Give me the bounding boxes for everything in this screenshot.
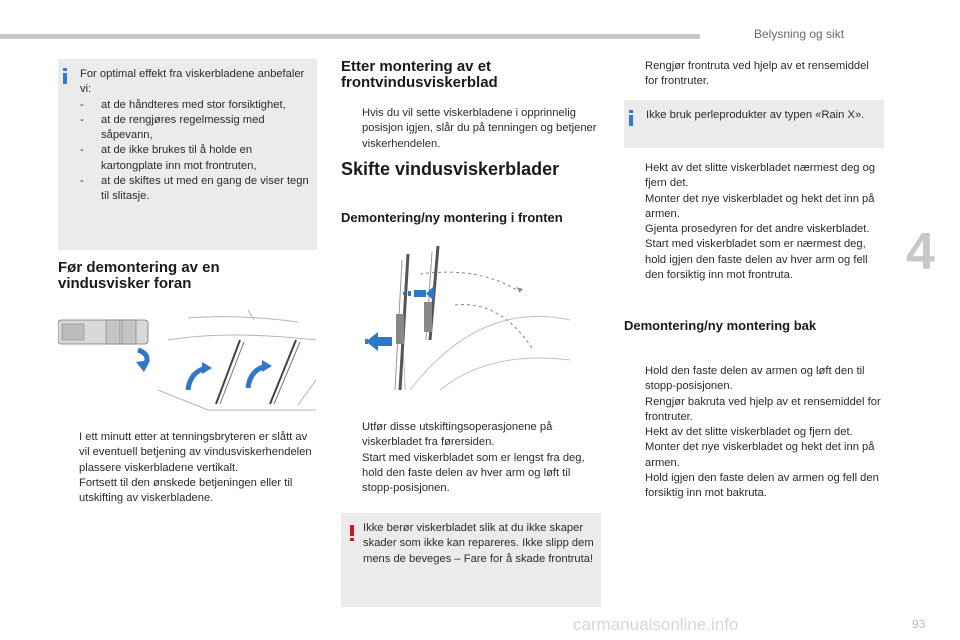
list-item: Hvis du vil sette viskerbladene i opprinnelig posisjon igjen, slår du på tenningen og betjener viskerhendelen. (362, 107, 597, 150)
front-wiper-lift-illustration (360, 240, 570, 400)
list-item: Hold igjen den faste delen av armen og fell den forsiktig inn mot bakruta. (645, 472, 879, 500)
col3-top-list (624, 59, 884, 90)
info-icon (63, 68, 67, 84)
list-item: Rengjør frontruta ved hjelp av et rensemiddel for frontruter. (645, 60, 869, 88)
subheading-front: Demontering/ny montering i fronten (341, 210, 563, 225)
heading-before-removal: Før demontering av en vindusvisker foran (58, 259, 220, 292)
header-bar (0, 34, 700, 39)
info-note-rainx (624, 100, 884, 148)
section-heading-replace: Skifte vindusviskerblader (341, 159, 560, 179)
list-item: Monter det nye viskerbladet og hekt det inn på armen. (645, 441, 875, 469)
list-item: Rengjør bakruta ved hjelp av et rensemiddel for frontruter. (645, 395, 881, 423)
warning-text: Ikke berør viskerbladet slik at du ikke skaper skader som ikke kan repareres. Ikke slipp dem mens de beveges – Fare for å skade frontruta! (363, 522, 594, 565)
note-text: Ikke bruk perleprodukter av typen «Rain X». (646, 109, 865, 121)
list-item: Monter det nye viskerbladet og hekt det inn på armen. (645, 192, 875, 220)
list-item: Fortsett til den ønskede betjeningen eller til utskifting av viskerbladene. (79, 476, 293, 505)
list-item: I ett minutt etter at tenningsbryteren er slått av vil eventuell betjening av vindusviskerhendelen plassere viskerbladene vertikalt. (79, 431, 312, 474)
list-item: Utfør disse utskiftingsoperasjonene på viskerbladet fra førersiden. (362, 421, 553, 449)
heading-rear: Demontering/ny montering bak (624, 318, 817, 333)
chapter-number: 4 (906, 223, 935, 281)
col2-top-list (341, 106, 601, 152)
list-item: Hekt av det slitte viskerbladet og fjern det. (645, 426, 853, 439)
care-list (80, 98, 310, 205)
list-item: Hekt av det slitte viskerbladet nærmest deg og fjern det. (645, 162, 876, 190)
list-item: - at de håndteres med stor forsiktighet, (80, 98, 286, 111)
list-item: Start med viskerbladet som er lengst fra deg, hold den faste delen av hver arm og løft til stopp-posisjonen. (362, 451, 585, 495)
page-number: 93 (912, 617, 926, 631)
list-item: Hold den faste delen av armen og løft den til stopp-posisjonen. (645, 365, 865, 393)
list-item: Gjenta prosedyren for det andre viskerbladet. (645, 223, 870, 236)
col3-mid-list (624, 161, 886, 283)
col1-bullet-list (58, 430, 320, 506)
watermark: carmanualsonline.info (573, 615, 739, 634)
heading-after-install: Etter montering av et frontvindusviskerblad (341, 58, 498, 91)
warning-note (341, 513, 601, 607)
warning-icon (350, 525, 354, 541)
wiper-stalk-illustration (58, 310, 318, 420)
section-title: Belysning og sikt (754, 27, 845, 41)
info-note-care (58, 59, 317, 250)
note-intro: For optimal effekt fra viskerbladene anbefaler vi: (80, 68, 305, 96)
list-item: - at de rengjøres regelmessig med såpevann, (80, 113, 265, 142)
col3-bottom-list (624, 364, 888, 502)
list-item: - at de ikke brukes til å holde en kartongplate inn mot frontruten, (80, 144, 257, 172)
info-icon (629, 110, 633, 126)
list-item: Start med viskerbladet som er nærmest deg, hold igjen den faste delen av hver arm og fell den forsiktig inn mot frontruta. (645, 238, 868, 282)
col2-bullet-list (341, 420, 603, 496)
list-item: - at de skiftes ut med en gang de viser tegn til slitasje. (80, 175, 309, 203)
